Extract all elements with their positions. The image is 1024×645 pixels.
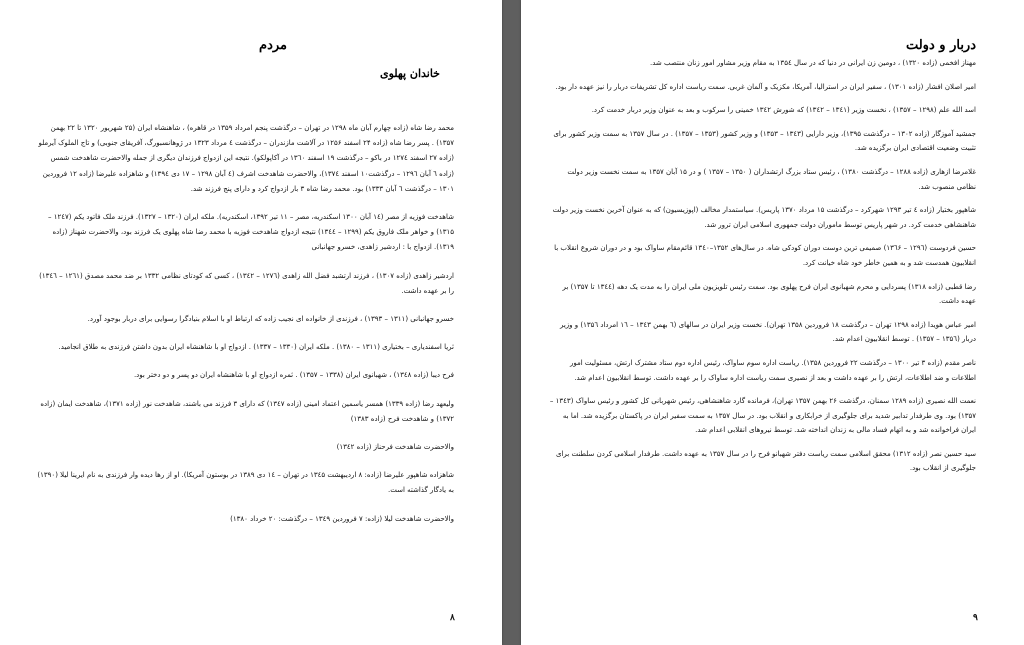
paragraph: شاهدخت فوزیه از مصر (۱٤ آبان ۱۳۰۰ اسکندریه، مصر – ۱۱ تیر ۱۳۹۲، اسکندریه). ملکه ایران (۱۳۲۰ – ۱۳۲۷). فرزند ملک فاتود یکم (۱۲٤۷ – ۱۳۱۵) و خواهر ملک فاروق یکم (۱۲۹۹ – ۱۳٤٤) نتیجه ازدواج شاهدخت فوزیه با محمد رضا شاه پهلوی یک فرزند بود، والاحضرت شهناز (زاده ۱۳۱۹). ازدواج با : اردشیر زاهدی، خسرو جهانبانی xyxy=(47,213,454,252)
paragraph: شاهزاده شاهپور علیرضا (زاده: ۸ اردیبهشت ۱۳٤۵ در تهران – ۱٤ دی ۱۳۸۹ در بوستون آمریکا). او از رها دیده وار فرزندی به نام ایرینا لیلا (۱۳۹۰) به یادگار گذاشته است. xyxy=(37,471,454,495)
paragraph: والاحضرت شاهدخت فرحناز (زاده ۱۳٤۲) xyxy=(336,443,454,452)
paragraph: سید حسین نصر (زاده ۱۳۱۲) محقق اسلامی سمت ریاست دفتر شهبانو فرح را در سال ۱۳۵۷ به عهده داشت. طرفدار اسلامی کردن سلطنت برای جلوگیری از انقلاب بود. xyxy=(555,449,976,473)
page-title: دربار و دولت xyxy=(905,38,976,53)
paragraph: غلامرضا ازهاری (زاده ۱۲۸۸ – درگذشت ۱۳۸۰) ، رئیس ستاد بزرگ ارتشداران ( ۱۳۵۰ – ۱۳۵۷ ) و در ۱۵ آبان ۱۳۵۷ به سمت نخست وزیر دولت نظامی منصوب شد. xyxy=(567,167,976,191)
paragraph: شاهپور بختیار (زاده ٤ تیر ۱۲۹۳ شهرکرد – درگذشت ۱۵ مرداد ۱۳۷۰ پاریس). سیاستمدار مخالف (اپوزیسیون) که به عنوان آخرین نخست وزیر دولت شاهنشاهی خدمت کرد. در شهر پاریس توسط ماموران دولت جمهوری اسلامی ایران ترور شد. xyxy=(552,206,976,229)
page-content xyxy=(548,56,976,485)
paragraph: مهناز افخمی (زاده ۱۳۲۰) ، دومین زن ایرانی در دنیا که در سال ۱۳۵٤ به مقام وزیر مشاور امور زنان منتصب شد. xyxy=(649,59,976,67)
paragraph: نعمت الله نصیری (زاده ۱۲۸۹ سمنان، درگذشت ۲۶ بهمن ۱۳۵۷ تهران)، فرمانده گارد شاهنشاهی، رئیس شهربانی کل کشور و رئیس ساواک (۱۳٤۳ – ۱۳۵۷) بود. وی طرفدار تدابیر شدید برای جلوگیری از خرابکاری و انقلاب بود. در سال ۱۳۵۷ به سمت سفیر ایران در پاکستان برگزیده شد. اما به ایران فراخوانده شد و به اتهام فساد مالی به زندان انداخته شد. توسط نیروهای انقلابی اعدام شد. xyxy=(549,397,976,435)
paragraph: اردشیر زاهدی (زاده ۱۳۰۷) ، فرزند ارتشبد فضل الله زاهدی (۱۲۷٦ – ۱۳٤۲) ، کسی که کودتای نظامی ۱۳۳۲ بر ضد محمد مصدق (۱۲٦۱ – ۱۳٤٦) را بر عهده داشت. xyxy=(39,271,454,295)
section-subtitle: خاندان پهلوی xyxy=(379,67,440,80)
paragraph: حسین فردوست (۱۲۹٦ – ۱۳٦۶) صمیمی ترین دوست دوران کودکی شاه. در سال‌های ۱۳۵۲–۱۳٤۰ قائم‌مقام ساواک بود و در دوران شروع انقلاب با انقلابیون همدست شد و به همین خاطر خود شاه خیانت کرد. xyxy=(554,244,976,267)
paragraph: امیر اصلان افشار (زاده ۱۳۰۱) ، سفیر ایران در استرالیا، آمریکا، مکزیک و آلمان غربی. سمت ریاست اداره کل تشریفات دربار را نیز عهده دار بود. xyxy=(555,82,976,91)
paragraph: ثریا اسفندیاری – بختیاری (۱۳۱۱ – ۱۳۸۰) . ملکه ایران (۱۳۳۰ – ۱۳۳۷) . ازدواج او با شاهنشاه ایران بدون داشتن فرزندی به طلاق انجامید. xyxy=(58,343,454,352)
right-page xyxy=(521,0,1024,645)
left-page xyxy=(0,0,502,645)
paragraph: ناصر مقدم (زاده ۳ تیر ۱۳۰۰ – درگذشت ۲۲ فروردین ۱۳۵۸). ریاست اداره سوم ساواک، رئیس اداره دوم ستاد مشترک ارتش، مسئولیت امور اطلاعات و ضد اطلاعات، ارتش را بر عهده داشت و بعد از نصیری سمت ریاست اداره ساواک را بر عهده داشت. توسط انقلابیون اعدام شد. xyxy=(570,358,976,382)
page-content xyxy=(36,121,454,540)
paragraph: اسد الله علم (۱۲۹۸ – ۱۳۵۷) ، نخست وزیر (۱۳٤۱ – ۱۳٤۲) که شورش ۱۳٤۲ خمینی را سرکوب و بعد به عنوان وزیر دربار خدمت کرد. xyxy=(591,106,976,115)
page-number: ۹ xyxy=(973,613,978,623)
paragraph: فرح دیبا (زاده ۱۳٤۸) ، شهبانوی ایران (۱۳۳۸ – ۱۳۵۷) . ثمره ازدواج او با شاهنشاه ایران دو پسر و دو دختر بود. xyxy=(133,371,454,380)
paragraph: امیر عباس هویدا (زاده ۱۲۹۸ تهران – درگذشت ۱۸ فروردین ۱۳۵۸ تهران). نخست وزیر ایران در سالهای (٦ بهمن ۱۳٤۳ – ۱٦ امرداد ۱۳۵٦) و وزیر دربار (۱۳۵٦ – ۱۳۵۷) . توسط انقلابیون اعدام شد. xyxy=(559,320,976,344)
paragraph: محمد رضا شاه (زاده چهارم آبان ماه ۱۲۹۸ در تهران – درگذشت پنجم امرداد ۱۳۵۹ در قاهره) ، شاهنشاه ایران (۲۵ شهریور ۱۳۲۰ تا ۲۲ بهمن ۱۳۵۷) . پسر رضا شاه (زاده ۲۴ اسفند ۱۲۵۶ در آلاشت مازندران – درگذشت ٤ مرداد ۱۳۲۳ در ژوهانسبورگ، آفریقای جنوبی) و تاج الملوک آیرملو (زاده ۲۷ اسفند ۱۲۷٤ در باکو – درگذشت ۱۹ اسفند ۱۳٦۰ در آکاپولکو). نتیجه این ازدواج فرزندان دیگری از جمله والاحضرت شاهدخت شمس (زاده ٦ آبان ۱۲۹٦ – درگذشت۱۰ اسفند ۱۳۷٤)، والاحضرت شاهدخت اشرف (٤ آبان ۱۲۹۸ – ۱۷ دی ۱۳۹٤) و شاهزاده علیرضا (زاده ۱۲ فروردین ۱۳۰۱ – درگذشت ٦ آبان ۱۳۳۳) بود. محمد رضا شاه ۳ بار ازدواج کرد و دارای پنج فرزند شد. xyxy=(38,124,454,193)
page-number: ۸ xyxy=(450,613,455,623)
paragraph: رضا قطبی (زاده ۱۳۱۸) پسردایی و محرم شهبانوی ایران فرح پهلوی بود. سمت رئیس تلویزیون ملی ایران را به مدت یک دهه (۱۳٤٤ تا ۱۳۵۷) بر عهده داشت. xyxy=(562,282,976,306)
paragraph: خسرو جهانبانی (۱۳۱۱ – ۱۳۹۳) ، فرزندی از خانواده ای نجیب زاده که ارتباط او با اسلام بنیادگرا رسوایی برای دربار بوجود آورد. xyxy=(87,315,454,324)
paragraph: جمشید آموزگار (زاده ۱۳۰۲ – درگذشت ۱۳۹۵)، وزیر دارایی (۱۳٤۳ – ۱۳۵۳) و وزیر کشور (۱۳۵۳ – ۱۳۵۷) . در سال ۱۳۵۷ به سمت وزیر کشور برای تثبیت وضعیت اقتصادی ایران برگزیده شد. xyxy=(553,129,976,153)
paragraph: والاحضرت شاهدخت لیلا (زاده: ۷ فروردین ۱۳٤۹ – درگذشت: ۲۰ خرداد ۱۳۸۰) xyxy=(230,514,454,523)
paragraph: ولیعهد رضا (زاده ۱۳۳۹) همسر یاسمین اعتماد امینی (زاده ۱۳٤۷) که دارای ۳ فرزند می باشند، شاهدخت نور (زاده ۱۳۷۱)، شاهدخت ایمان (زاده ۱۳۷۲) و شاهدخت فرح (زاده ۱۳۸۳) xyxy=(40,399,454,423)
page-title: مردم xyxy=(259,38,287,53)
